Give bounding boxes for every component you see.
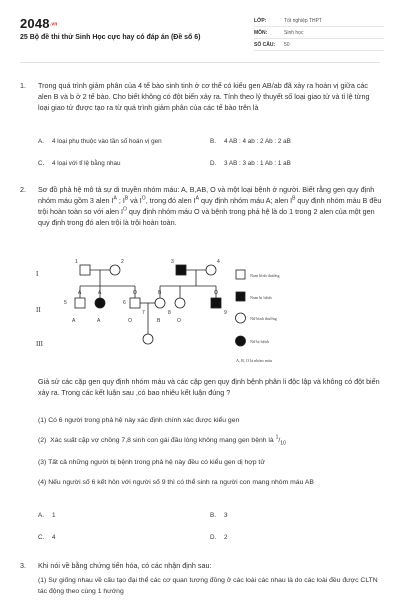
pedigree-bloodtype: B [158, 290, 162, 296]
generation-label-3: III [36, 340, 43, 348]
question-2-prompt [20, 376, 382, 398]
option-c[interactable] [38, 534, 56, 541]
individual-ii-2 [95, 298, 105, 308]
pedigree-number-5: 5 [64, 300, 67, 306]
question-2 [20, 184, 382, 228]
individual-iii-1 [143, 334, 153, 344]
option-a[interactable] [38, 512, 56, 519]
individual-4 [206, 265, 216, 275]
pedigree-number-9: 9 [224, 310, 227, 316]
option-letter: A. [38, 138, 44, 145]
statement-3: (3) Tất cả những người bị bệnh trong phả hệ này đều có kiểu gen dị hợp tử [38, 459, 265, 466]
question-number: 2. [20, 185, 26, 194]
option-d[interactable] [210, 534, 228, 541]
pedigree-bloodtype: O [214, 290, 218, 296]
pedigree-number-7: 7 [142, 310, 145, 316]
meta-value: Tốt nghiệp THPT [284, 17, 322, 24]
meta-row-count [254, 39, 384, 51]
option-text: 4 AB : 4 ab : 2 Ab : 2 aB [224, 138, 291, 145]
site-logo[interactable] [20, 16, 58, 31]
legend-label: Nam bị bệnh [250, 295, 272, 300]
question-intro: Khi nói về bằng chứng tiến hóa, có các nhận định sau: [38, 561, 212, 570]
meta-key: LỚP: [254, 17, 267, 24]
option-text: 4 loại phụ thuộc vào tần số hoán vị gen [52, 138, 162, 145]
pedigree-bloodtype: A [97, 318, 101, 324]
legend-label: Nữ bình thường [250, 316, 277, 321]
legend-label: Nam bình thường [250, 273, 280, 278]
question-3 [20, 560, 382, 571]
option-text: 2 [224, 534, 228, 541]
question-text: Trong quá trình giảm phân của 4 tế bào sinh tinh ở cơ thể có kiểu gen AB/ab đã xảy ra hoán vị giữa các alen B và b ở 2 tế bào. Cho biết không có đột biến xảy ra. Tính theo lý thuyết số loại giao tử và tỉ lệ từng loại giao tử được tạo ra từ quá trình giảm phân của các tế bào trên là [38, 81, 370, 112]
pedigree-number-1: 1 [75, 259, 78, 265]
q3-statement-1: (1) Sự giống nhau về cấu tạo đại thể các cơ quan tương đồng ở các loài các nhau là do các loài đều được CLTN tác động theo cùng 1 hướng [38, 577, 378, 595]
exam-meta-table [254, 15, 384, 51]
option-letter: C. [38, 534, 45, 541]
option-d[interactable] [210, 160, 291, 167]
pedigree-bloodtype: A [78, 290, 82, 296]
pedigree-number-3: 3 [171, 259, 174, 265]
pedigree-bloodtype: O [128, 318, 132, 324]
legend-label: A, B, O là nhóm máu [236, 358, 272, 363]
statement-2: (2) Xác suất cặp vợ chồng 7,8 sinh con gái đầu lòng không mang gen bệnh là $^1/_{10}$ [38, 434, 286, 447]
meta-value: Sinh học [284, 29, 304, 36]
page-title: 25 Bộ đề thi thử Sinh Học cực hay có đáp án (Đề số 6) [20, 34, 201, 41]
pedigree-bloodtype: O [177, 318, 181, 324]
pedigree-bloodtype: A [98, 290, 102, 296]
logo-suffix: .vn [49, 21, 58, 28]
individual-ii-5 [175, 298, 185, 308]
individual-ii-6 [211, 298, 221, 308]
question-number: 1. [20, 81, 26, 90]
meta-row-class [254, 15, 384, 27]
generation-label-2: II [36, 306, 41, 314]
pedigree-bloodtype: B [157, 318, 161, 324]
statement-4: (4) Nếu người số 6 kết hôn với người số 9 thì có thể sinh ra người con mang nhóm máu AB [38, 479, 314, 486]
meta-key: MÔN: [254, 29, 268, 36]
question-text: Giả sử các cặp gen quy định nhóm máu và các cặp gen quy định bệnh phân li độc lập và không có đột biến xảy ra. Trong các kết luận sau ,có bao nhiêu kết luận đúng ? [38, 377, 380, 397]
individual-ii-1 [75, 298, 85, 308]
pedigree-bloodtype: A [72, 318, 76, 324]
option-letter: B. [210, 512, 216, 519]
question-1 [20, 80, 382, 113]
meta-row-subject [254, 27, 384, 39]
pedigree-number-8: 8 [168, 310, 171, 316]
question-number: 3. [20, 561, 26, 570]
pedigree-diagram [30, 256, 380, 372]
option-c[interactable] [38, 160, 121, 167]
option-letter: C. [38, 160, 45, 167]
option-text: 3 [224, 512, 228, 519]
logo-text: 2048 [20, 16, 50, 31]
pedigree-bloodtype: O [133, 290, 137, 296]
legend-symbol-female-normal [236, 313, 246, 323]
individual-1 [80, 265, 90, 275]
option-b[interactable] [210, 138, 291, 145]
individual-ii-4 [155, 298, 165, 308]
option-b[interactable] [210, 512, 228, 519]
option-text: 3 AB : 3 ab : 1 Ab : 1 aB [224, 160, 291, 167]
legend-symbol-female-affected [236, 336, 246, 346]
generation-label-1: I [36, 270, 39, 278]
option-text: 1 [52, 512, 56, 519]
header-divider [20, 62, 380, 63]
statement-1: (1) Có 6 người trong phả hệ này xác định chính xác được kiểu gen [38, 417, 240, 424]
individual-3 [176, 265, 186, 275]
meta-key: SỐ CÂU: [254, 41, 276, 48]
option-text: 4 [52, 534, 56, 541]
option-text: 4 loại với tỉ lệ bằng nhau [52, 160, 121, 167]
individual-2 [110, 265, 120, 275]
option-letter: D. [210, 160, 217, 167]
option-letter: B. [210, 138, 216, 145]
individual-ii-3 [130, 298, 140, 308]
pedigree-number-4: 4 [217, 259, 220, 265]
option-a[interactable] [38, 138, 162, 145]
pedigree-number-2: 2 [121, 259, 124, 265]
option-letter: D. [210, 534, 217, 541]
legend-label: Nữ bị bệnh [250, 339, 269, 344]
option-letter: A. [38, 512, 44, 519]
legend-symbol-male-normal [236, 270, 245, 279]
pedigree-number-6: 6 [123, 300, 126, 306]
meta-value: 50 [284, 41, 290, 48]
legend-symbol-male-affected [236, 292, 245, 301]
question-intro: Sơ đồ phả hệ mô tả sự di truyền nhóm máu: A, B,AB, O và một loại bệnh ở người. Biết rằng gen quy định nhóm máu gồm 3 alen $I^A$ ; $I^B$ và $I^O$, trong đó alen $I^A$ quy định nhóm máu A; alen $I^B$ quy định nhóm máu B đều trội hoàn toàn so với alen $I^O$ quy định nhóm máu O và bệnh trong phả hệ là do 1 trong 2 alen của một gen quy định trong đó alen trội là trội hoàn toàn. [38, 185, 382, 227]
